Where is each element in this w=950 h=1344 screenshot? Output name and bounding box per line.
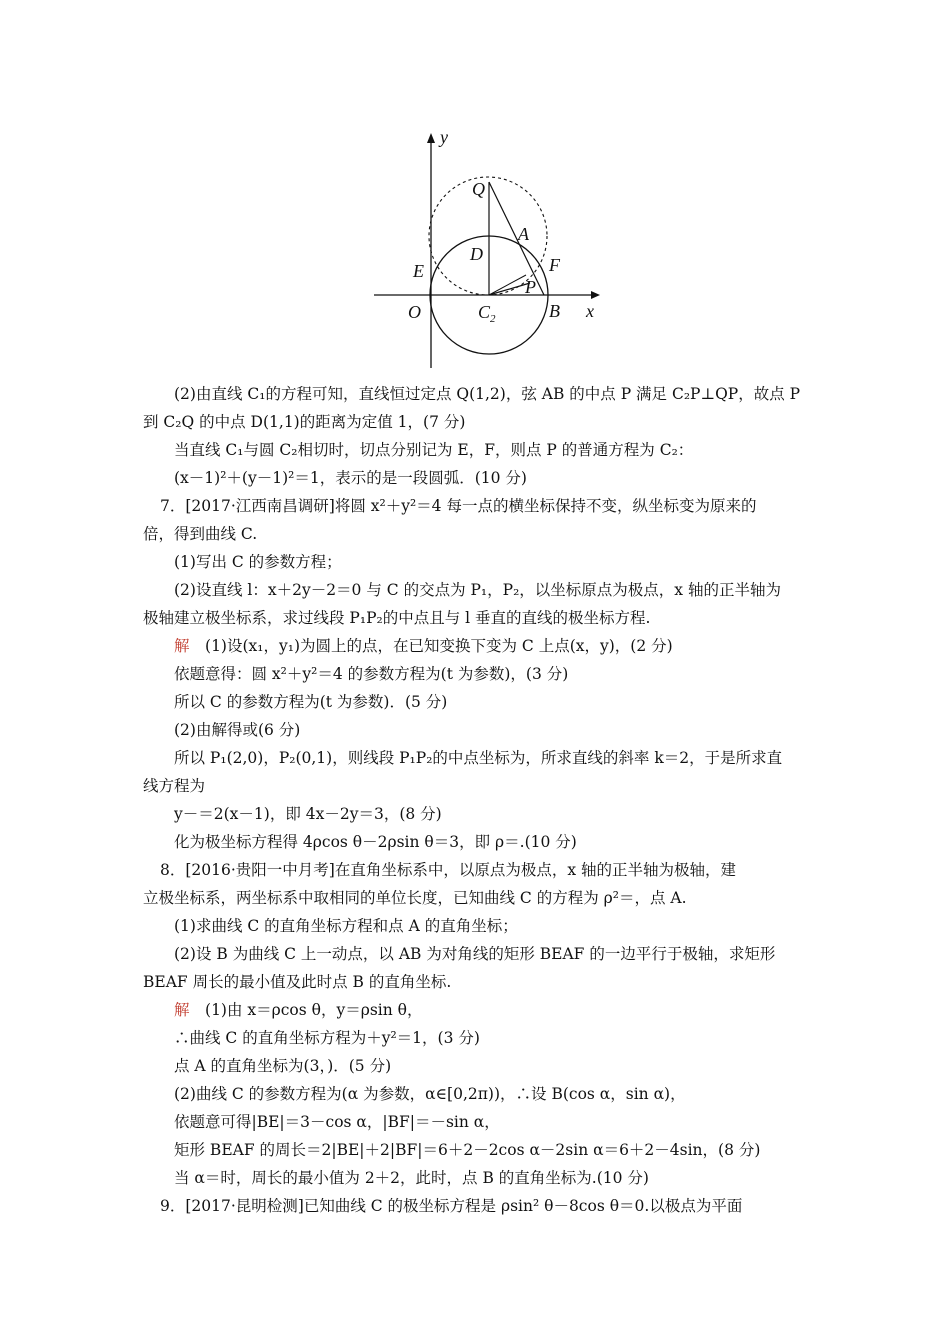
text-line (0, 664, 950, 684)
text-line (0, 580, 950, 600)
text-line-content: 7．[2017·江西南昌调研]将圆 x²＋y²＝4 每一点的横坐标保持不变，纵坐标变为原来的 (160, 497, 757, 515)
label-y: y (440, 127, 448, 147)
text-line-content: 矩形 BEAF 的周长＝2|BE|＋2|BF|＝6＋2－2cos α－2sin α＝6＋2－4sin，(8 分) (174, 1141, 761, 1159)
text-line (0, 888, 950, 908)
label-d: D (470, 244, 483, 264)
text-line-content: BEAF 周长的最小值及此时点 B 的直角坐标. (143, 973, 452, 991)
text-line (0, 468, 950, 488)
text-line-content: (x－1)²＋(y－1)²＝1，表示的是一段圆弧．(10 分) (174, 469, 527, 487)
text-line-content: 所以 P₁(2,0)，P₂(0,1)，则线段 P₁P₂的中点坐标为，所求直线的斜率 k＝2，于是所求直 (174, 749, 783, 767)
label-c2: $C_2$ (478, 302, 496, 325)
label-f: F (549, 255, 560, 275)
text-line-content: (1)设(x₁，y₁)为圆上的点，在已知变换下变为 C 上点(x，y)，(2 分) (189, 637, 673, 655)
text-line (0, 972, 950, 992)
text-line (0, 524, 950, 544)
text-line-content: 化为极坐标方程得 4ρcos θ－2ρsin θ＝3，即 ρ＝.(10 分) (174, 833, 577, 851)
text-line (0, 916, 950, 936)
text-line-content: (1)写出 C 的参数方程； (174, 553, 342, 571)
text-line-content: 线方程为 (143, 777, 206, 795)
y-axis-arrow (427, 133, 435, 143)
text-line-content: 到 C₂Q 的中点 D(1,1)的距离为定值 1，(7 分) (143, 413, 466, 431)
text-line-content: 当直线 C₁与圆 C₂相切时，切点分别记为 E，F，则点 P 的普通方程为 C₂： (174, 441, 694, 459)
text-line-content: (1)求曲线 C 的直角坐标方程和点 A 的直角坐标； (174, 917, 518, 935)
text-line-content: y－＝2(x－1)，即 4x－2y＝3，(8 分) (174, 805, 442, 823)
text-line-content: (2)设 B 为曲线 C 上一动点，以 AB 为对角线的矩形 BEAF 的一边平行于极轴，求矩形 (174, 945, 776, 963)
text-line-content: (1)由 x＝ρcos θ，y＝ρsin θ， (189, 1001, 423, 1019)
text-line-content: (2)设直线 l：x＋2y－2＝0 与 C 的交点为 P₁，P₂，以坐标原点为极点，x 轴的正半轴为 (174, 581, 781, 599)
text-line (0, 636, 950, 656)
text-line (0, 496, 950, 516)
text-line (0, 1000, 950, 1020)
text-line (0, 692, 950, 712)
label-q: Q (472, 179, 485, 199)
text-line (0, 1168, 950, 1188)
text-line (0, 608, 950, 628)
text-line (0, 720, 950, 740)
text-line-content: 立极坐标系，两坐标系中取相同的单位长度，已知曲线 C 的方程为 ρ²＝，点 A. (143, 889, 687, 907)
label-b: B (549, 301, 560, 321)
label-p: P (525, 277, 536, 297)
text-line (0, 552, 950, 572)
text-line (0, 384, 950, 404)
segment-c2p (489, 283, 530, 295)
text-line (0, 1084, 950, 1104)
text-line-content: (2)由直线 C₁的方程可知，直线恒过定点 Q(1,2)，弦 AB 的中点 P 满足 C₂P⊥QP，故点 P (174, 385, 801, 403)
text-line (0, 748, 950, 768)
geometry-figure (368, 125, 618, 370)
text-line (0, 1140, 950, 1160)
text-line-content: 点 A 的直角坐标为(3，)．(5 分) (174, 1057, 392, 1075)
label-o: O (408, 302, 421, 322)
text-line-content: 当 α＝时，周长的最小值为 2＋2，此时，点 B 的直角坐标为.(10 分) (174, 1169, 649, 1187)
label-x: x (586, 301, 594, 321)
text-line (0, 440, 950, 460)
text-line (0, 1056, 950, 1076)
text-line (0, 944, 950, 964)
text-line (0, 832, 950, 852)
text-line (0, 860, 950, 880)
x-axis-arrow (591, 291, 600, 299)
text-line (0, 776, 950, 796)
text-line-content: 9．[2017·昆明检测]已知曲线 C 的极坐标方程是 ρsin² θ－8cos θ＝0.以极点为平面 (160, 1197, 743, 1215)
text-line-content: 8．[2016·贵阳一中月考]在直角坐标系中，以原点为极点，x 轴的正半轴为极轴，建 (160, 861, 736, 879)
text-line-content: 依题意得：圆 x²＋y²＝4 的参数方程为(t 为参数)，(3 分) (174, 665, 569, 683)
text-line (0, 1112, 950, 1132)
text-line (0, 412, 950, 432)
solution-marker: 解 (174, 637, 190, 655)
text-line-content: 所以 C 的参数方程为(t 为参数)．(5 分) (174, 693, 448, 711)
text-line-content: ∴曲线 C 的直角坐标方程为＋y²＝1，(3 分) (174, 1029, 480, 1047)
text-line-content: 极轴建立极坐标系，求过线段 P₁P₂的中点且与 l 垂直的直线的极坐标方程. (143, 609, 651, 627)
text-line (0, 1028, 950, 1048)
solution-marker: 解 (174, 1001, 190, 1019)
text-line-content: (2)由解得或(6 分) (174, 721, 301, 739)
text-line-content: 倍，得到曲线 C. (143, 525, 258, 543)
label-e: E (413, 261, 424, 281)
text-line-content: 依题意可得|BE|＝3－cos α，|BF|＝－sin α， (174, 1113, 500, 1131)
text-line-content: (2)曲线 C 的参数方程为(α 为参数，α∈[0,2π))，∴设 B(cos α，sin α)， (174, 1085, 686, 1103)
text-line (0, 1196, 950, 1216)
label-a: A (518, 224, 529, 244)
text-line (0, 804, 950, 824)
